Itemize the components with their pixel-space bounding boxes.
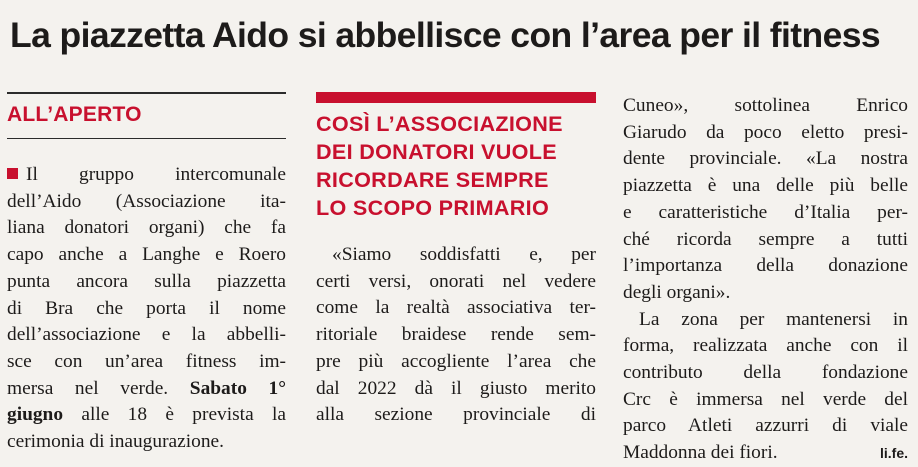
body-line: l’importanza della donazione <box>623 255 908 277</box>
body-line: mersa nel verde. Sabato 1° <box>7 377 286 399</box>
body-line: giugno alle 18 è prevista la <box>7 404 286 426</box>
body-line: cerimonia di inaugurazione. <box>7 431 224 453</box>
body-line: piazzetta è una delle più belle <box>623 175 908 197</box>
body-line: liana donatori organi) che fa <box>7 217 286 239</box>
subhead-rule <box>316 92 596 103</box>
body-line: capo anche a Langhe e Roero <box>7 244 286 266</box>
body-line: contributo della fondazione <box>623 362 908 384</box>
body-line: Maddonna dei fiori. <box>623 442 778 464</box>
author-signature: li.fe. <box>879 445 908 462</box>
body-line: parco Atleti azzurri di viale <box>623 415 908 437</box>
kicker-top-rule <box>7 92 286 94</box>
body-line: dell’Aido (Associazione ita- <box>7 190 286 212</box>
kicker-bottom-rule <box>7 138 286 139</box>
body-line: alla sezione provinciale di <box>316 404 596 426</box>
body-line: pre più accogliente l’area che <box>316 350 596 372</box>
body-line: La zona per mantenersi in <box>639 308 908 330</box>
quote-body-cont <box>316 269 596 429</box>
subhead-line: DEI DONATORI VUOLE <box>316 139 557 164</box>
body-line: di Bra che porta il nome <box>7 297 286 319</box>
last-line-with-signature <box>623 440 908 467</box>
body-line: Il gruppo intercomunale <box>7 162 286 189</box>
body-line: forma, realizzata anche con il <box>623 335 908 357</box>
body-line: Crc è immersa nel verde del <box>623 388 908 410</box>
article-body-start <box>7 162 286 456</box>
quote-body <box>316 242 596 269</box>
column-1 <box>7 92 286 456</box>
body-line: dente provinciale. «La nostra <box>623 148 908 170</box>
subhead-line: RICORDARE SEMPRE <box>316 167 549 192</box>
body-line: ritoriale braidese rende sem- <box>316 324 596 346</box>
subhead <box>316 110 596 222</box>
subhead-line: COSÌ L’ASSOCIAZIONE <box>316 111 563 136</box>
headline: La piazzetta Aido si abbellisce con l’area per il fitness <box>10 15 881 55</box>
body-line: e caratteristiche d’Italia per- <box>623 201 908 223</box>
body-line: sce con un’area fitness im- <box>7 350 286 372</box>
body-line: Cuneo», sottolinea Enrico <box>623 95 908 116</box>
body-line: ché ricorda sempre a tutti <box>623 228 908 250</box>
body-line: «Siamo soddisfatti e, per <box>332 244 596 265</box>
body-line: degli organi». <box>623 281 731 303</box>
column-3 <box>623 93 908 467</box>
body-line: Giarudo da poco eletto presi- <box>623 121 908 143</box>
body-line: certi versi, onorati nel vedere <box>316 270 596 292</box>
body-line: dal 2022 dà il giusto merito <box>316 377 596 399</box>
body-line: punta ancora sulla piazzetta <box>7 270 286 292</box>
kicker: ALL’APERTO <box>7 103 142 126</box>
body-line: come la realtà associativa ter- <box>316 297 596 319</box>
body-line: dell’associazione e la abbelli- <box>7 324 286 346</box>
column-2 <box>316 92 596 429</box>
subhead-line: LO SCOPO PRIMARIO <box>316 195 550 220</box>
paragraph-square-icon <box>7 168 18 179</box>
